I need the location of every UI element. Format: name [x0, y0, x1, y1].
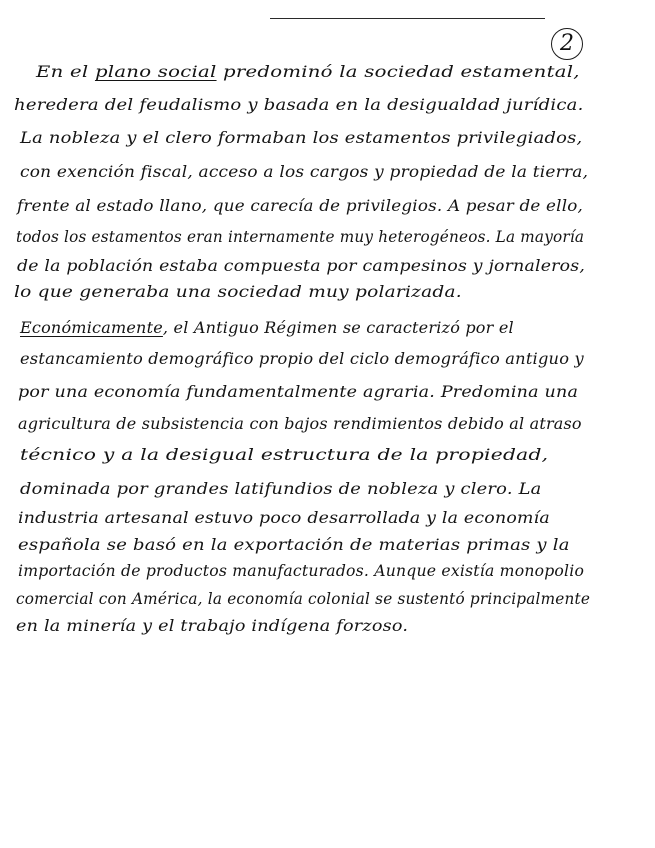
text-line: frente al estado llano, que carecía de privilegios. A pesar de ello, [17, 197, 584, 215]
text-line: importación de productos manufacturados. Aunque existía monopolio [18, 562, 585, 580]
text-line [20, 319, 514, 337]
text-line [36, 63, 580, 81]
text-line: agricultura de subsistencia con bajos rendimientos debido al atraso [18, 415, 582, 433]
text-segment: predominó la sociedad estamental, [216, 63, 580, 81]
section-heading: Económicamente [20, 319, 163, 337]
text-line: con exención fiscal, acceso a los cargos y propiedad de la tierra, [20, 163, 589, 181]
text-line: heredera del feudalismo y basada en la desigualdad jurídica. [14, 96, 584, 114]
text-line: La nobleza y el clero formaban los estamentos privilegiados, [20, 129, 583, 147]
text-line: española se basó en la exportación de materias primas y la [18, 536, 570, 554]
text-line: por una economía fundamentalmente agraria. Predomina una [18, 383, 579, 401]
text-line: comercial con América, la economía colonial se sustentó principalmente [16, 590, 591, 608]
page-number: 2 [551, 28, 583, 60]
top-rule [270, 18, 545, 19]
section-heading: plano social [94, 63, 217, 81]
text-line: estancamiento demográfico propio del ciclo demográfico antiguo y [20, 350, 584, 368]
text-line: de la población estaba compuesta por campesinos y jornaleros, [17, 257, 586, 275]
text-segment: En el [36, 63, 95, 81]
text-line: todos los estamentos eran internamente muy heterogéneos. La mayoría [16, 228, 585, 246]
text-line: lo que generaba una sociedad muy polarizada. [14, 283, 462, 301]
text-line: en la minería y el trabajo indígena forzoso. [16, 617, 409, 635]
text-line: dominada por grandes latifundios de nobleza y clero. La [20, 480, 542, 498]
text-line: industria artesanal estuvo poco desarrollada y la economía [18, 509, 550, 527]
text-segment: , el Antiguo Régimen se caracterizó por el [162, 319, 514, 337]
text-line: técnico y a la desigual estructura de la propiedad, [20, 446, 549, 464]
